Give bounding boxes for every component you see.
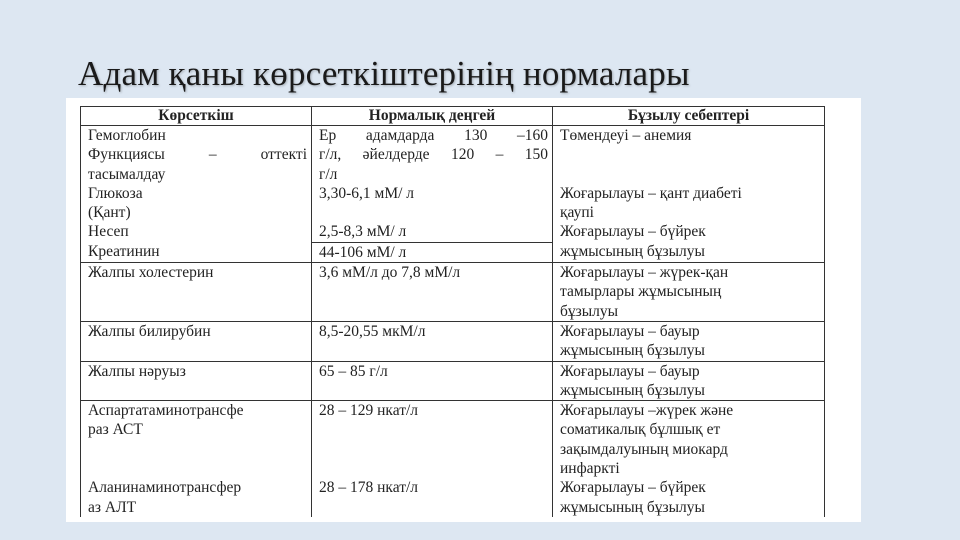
cell-line: 65 – 85 г/л bbox=[319, 362, 388, 380]
cell-line bbox=[88, 459, 311, 478]
cell-line: 2,5-8,3 мМ/ л bbox=[319, 223, 407, 241]
table-row bbox=[81, 361, 825, 401]
cell-line: тасымалдау bbox=[88, 165, 166, 183]
cell-line: жұмысының бұзылуы bbox=[560, 242, 705, 260]
cell-line: Жалпы билирубин bbox=[88, 322, 211, 340]
cell-line bbox=[88, 440, 311, 459]
header-normal-level: Нормалық деңгей bbox=[312, 107, 553, 126]
cell-line: Гемоглобин bbox=[88, 127, 166, 144]
cell-line: 3,6 мМ/л до 7,8 мМ/л bbox=[319, 264, 461, 282]
table-row bbox=[81, 401, 825, 517]
cell-normal-level bbox=[312, 263, 553, 322]
cell-line: Ер адамдарда 130 –160 bbox=[319, 127, 548, 144]
cell-line: Глюкоза bbox=[88, 184, 143, 202]
cell-line: Жоғарылауы – қант диабеті bbox=[560, 184, 742, 202]
cell-line: зақымдалуының миокард bbox=[560, 440, 728, 458]
cell-causes bbox=[553, 361, 825, 401]
cell-line bbox=[319, 420, 552, 439]
cell-line: аз АЛТ bbox=[88, 498, 137, 516]
slide-title: Адам қаны көрсеткіштерінің нормалары bbox=[78, 54, 690, 93]
cell-line bbox=[319, 203, 552, 222]
cell-line: Жоғарылауы – бүйрек bbox=[560, 479, 706, 497]
table-header-row bbox=[81, 107, 825, 126]
cell-line: соматикалық бұлшық ет bbox=[560, 421, 721, 439]
cell-line: 28 – 178 нкат/л bbox=[319, 479, 419, 497]
header-indicator: Көрсеткіш bbox=[81, 107, 312, 126]
cell-line: жұмысының бұзылуы bbox=[560, 498, 705, 516]
cell-line: жұмысының бұзылуы bbox=[560, 381, 705, 399]
cell-line: Жоғарылауы – бүйрек bbox=[560, 223, 706, 241]
cell-line: жұмысының бұзылуы bbox=[560, 342, 705, 360]
blood-norms-table bbox=[80, 106, 825, 517]
cell-line: г/л bbox=[319, 165, 338, 183]
cell-line: инфаркті bbox=[560, 460, 620, 478]
cell-normal-level bbox=[312, 361, 553, 401]
cell-line: тамырлары жұмысының bbox=[560, 283, 722, 301]
cell-line: Аланинаминотрансфер bbox=[88, 479, 242, 497]
cell-line: 3,30-6,1 мМ/ л bbox=[319, 184, 415, 202]
cell-indicator bbox=[81, 263, 312, 322]
cell-line: Жоғарылауы – жүрек-қан bbox=[560, 264, 729, 282]
cell-line: Несеп bbox=[88, 223, 129, 241]
cell-line bbox=[319, 440, 552, 459]
cell-causes bbox=[553, 263, 825, 322]
table-row bbox=[81, 126, 825, 263]
cell-line: қаупі bbox=[560, 204, 594, 222]
cell-line: (Қант) bbox=[88, 204, 131, 222]
cell-normal-level bbox=[312, 126, 553, 263]
cell-line: Жалпы нәруыз bbox=[88, 362, 186, 380]
cell-line bbox=[319, 459, 552, 478]
cell-indicator bbox=[81, 401, 312, 517]
cell-line: раз АСТ bbox=[88, 421, 143, 439]
cell-line: г/л, әйелдерде 120 – 150 bbox=[319, 146, 548, 164]
cell-line: бұзылуы bbox=[560, 302, 619, 320]
cell-line: 8,5-20,55 мкМ/л bbox=[319, 322, 426, 340]
cell-normal-level bbox=[312, 321, 553, 361]
cell-line: Жоғарылауы –жүрек және bbox=[560, 402, 734, 420]
cell-causes bbox=[553, 401, 825, 517]
cell-line: Функциясы – оттекті bbox=[88, 146, 307, 164]
cell-causes bbox=[553, 126, 825, 263]
cell-causes bbox=[553, 321, 825, 361]
cell-line: Жоғарылауы – бауыр bbox=[560, 362, 700, 380]
table-row bbox=[81, 263, 825, 322]
cell-line bbox=[560, 165, 824, 184]
table-image bbox=[66, 98, 861, 522]
cell-line: Аспартатаминотрансфе bbox=[88, 402, 244, 420]
cell-line bbox=[560, 145, 824, 164]
cell-line: Төмендеуі – анемия bbox=[560, 127, 692, 144]
cell-normal-level bbox=[312, 401, 553, 517]
cell-line: Жоғарылауы – бауыр bbox=[560, 322, 700, 340]
header-causes: Бұзылу себептері bbox=[553, 107, 825, 126]
cell-line: 44-106 мМ/ л bbox=[312, 242, 552, 262]
cell-line: Креатинин bbox=[88, 242, 160, 260]
cell-line bbox=[319, 498, 552, 517]
cell-line: 28 – 129 нкат/л bbox=[319, 402, 419, 420]
cell-indicator bbox=[81, 126, 312, 263]
table-row bbox=[81, 321, 825, 361]
cell-line: Жалпы холестерин bbox=[88, 264, 214, 282]
cell-indicator bbox=[81, 361, 312, 401]
cell-indicator bbox=[81, 321, 312, 361]
